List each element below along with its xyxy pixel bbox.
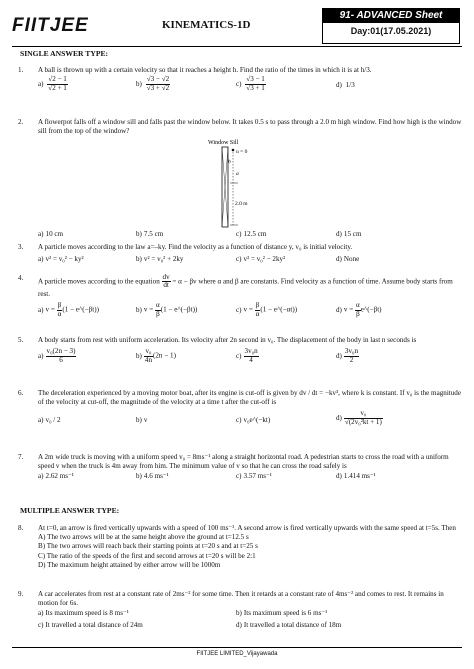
svg-text:u = 0: u = 0 bbox=[236, 149, 248, 155]
option-d[interactable]: d) $\frac{\text{v₀}}{\text{√(2v₀²kt + 1)}}$ bbox=[336, 409, 382, 426]
question-number: 1. bbox=[18, 66, 24, 74]
options-list bbox=[18, 533, 462, 570]
question-1 bbox=[18, 66, 462, 98]
question-text: A particle moves according to the equation $\frac{dv}{dt}$ = α − βv where α and β are constants. Find velocity as a function of time. Assume body starts from rest. bbox=[38, 273, 453, 298]
question-number: 5. bbox=[18, 336, 24, 344]
question-text: A particle moves according to the law a=–ky. Find the velocity as a function of distance y, v₀ is initial velocity. bbox=[38, 243, 353, 251]
option-b[interactable]: b) 4.6 ms⁻¹ bbox=[136, 472, 169, 481]
multiple-answer-heading: MULTIPLE ANSWER TYPE: bbox=[20, 506, 120, 515]
svg-text:h: h bbox=[228, 159, 231, 165]
option-a[interactable]: a) v = $\frac{\beta}{\alpha}$ (1 − e^(−βt)) bbox=[38, 301, 99, 318]
option-c[interactable]: c) v = $\frac{\beta}{\alpha}$ (1 − e^(−αt)) bbox=[236, 301, 298, 318]
question-3 bbox=[18, 243, 462, 267]
window-sill-figure bbox=[202, 137, 262, 229]
option-c[interactable]: c) v₀e^(−kt) bbox=[236, 416, 271, 425]
page-footer: FIITJEE LIMITED_Vijayawada bbox=[196, 651, 278, 657]
option-a[interactable]: a) Its maximum speed is 8 ms⁻¹ bbox=[38, 609, 129, 618]
option-a[interactable]: a) 2.62 ms⁻¹ bbox=[38, 472, 74, 481]
options-row bbox=[38, 621, 462, 633]
question-9 bbox=[18, 590, 462, 633]
option-d[interactable]: d) 1.414 ms⁻¹ bbox=[336, 472, 376, 481]
page-header bbox=[10, 8, 464, 44]
flowerpot bbox=[232, 149, 235, 152]
question-number: 4. bbox=[18, 274, 24, 282]
options-row bbox=[38, 348, 462, 370]
question-text: At t=0, an arrow is fired vertically upwards with a speed of 100 ms⁻¹. A second arrow is fired vertically upwards with the same speed at t=5s. Then bbox=[38, 524, 456, 532]
figure-label: Window Sill bbox=[208, 140, 239, 146]
option-b[interactable]: b) 7.5 cm bbox=[136, 230, 164, 238]
option-d[interactable]: d) None bbox=[336, 255, 360, 264]
single-answer-heading: SINGLE ANSWER TYPE: bbox=[20, 49, 109, 58]
option-c[interactable]: c) $\frac{√3 - 1}{√3 + 1}$ bbox=[236, 75, 265, 92]
question-text: A car accelerates from rest at a constant rate of 2ms⁻² for some time. Then it retards at a constant rate of 4ms⁻² and comes to rest. It remains in motion for 6s. bbox=[38, 590, 444, 608]
option-d[interactable]: d) 1/3 bbox=[336, 81, 355, 90]
question-number: 9. bbox=[18, 590, 24, 598]
options-row bbox=[38, 609, 462, 621]
option-b[interactable]: b) Its maximum speed is 6 ms⁻¹ bbox=[236, 609, 328, 618]
options-row bbox=[38, 302, 462, 324]
question-7 bbox=[18, 453, 462, 484]
option-a[interactable]: a) $\frac{√2 - 1}{√2 + 1}$ bbox=[38, 75, 67, 92]
question-8 bbox=[18, 524, 462, 570]
question-2 bbox=[18, 118, 462, 238]
option-b[interactable]: B) The two arrows will reach back their starting points at t=20 s and at t=25 s bbox=[38, 542, 258, 551]
question-text: A flowerpot falls off a window sill and falls past the window below. It takes 0.5 s to pass through a 2.0 m high window. Find how high is the window sill from the top of the window? bbox=[38, 118, 462, 136]
footer-rule bbox=[12, 647, 462, 648]
option-d[interactable]: d) $\frac{\text{3v₀n}}{2}$ bbox=[336, 347, 359, 364]
option-b[interactable]: b) v bbox=[136, 416, 148, 425]
option-d[interactable]: d) 15 cm bbox=[336, 230, 362, 238]
option-a[interactable]: a) 10 cm bbox=[38, 230, 64, 238]
option-d[interactable]: d) v = $\frac{\alpha}{\beta}$ e^(−βt) bbox=[336, 301, 382, 318]
option-c[interactable]: C) The ratio of the speeds of the first and second arrows at t=20 s will be 2:1 bbox=[38, 551, 256, 560]
option-b[interactable]: b) v = $\frac{\alpha}{\beta}$ (1 − e^(−βt)) bbox=[136, 301, 198, 318]
option-a[interactable]: a) v² = v₀² − ky² bbox=[38, 255, 84, 264]
option-c[interactable]: c) $\frac{\text{3v₀n}}{4}$ bbox=[236, 347, 258, 364]
sheet-day: Day:01(17.05.2021) bbox=[350, 26, 432, 36]
svg-text:a: a bbox=[236, 171, 239, 177]
option-b[interactable]: b) $\frac{\text{v₀}}{4n}$ (2n − 1) bbox=[136, 347, 176, 364]
question-number: 8. bbox=[18, 524, 24, 532]
option-c[interactable]: c) 3.57 ms⁻¹ bbox=[236, 472, 272, 481]
page-title: KINEMATICS-1D bbox=[162, 19, 251, 31]
question-4 bbox=[18, 274, 462, 324]
question-text: The deceleration experienced by a moving motor boat, after its engine is cut-off is given by dv / dt = −kv³, where k is constant. If v₀ is the magnitude of the velocity at cut-off, the magnitude of the velocity at a time t after the cut-off is bbox=[38, 389, 462, 407]
fiitjee-logo: FIITJEE bbox=[12, 15, 89, 36]
options-row bbox=[38, 230, 458, 242]
question-number: 2. bbox=[18, 118, 24, 126]
question-text: A 2m wide truck is moving with a uniform speed v₀ = 8ms⁻¹ along a straight horizontal road. A pedestrian starts to cross the road with a uniform speed v when the truck is 4m away from him. The minimum value of v so that he can cross the road safely is bbox=[38, 453, 449, 471]
options-row bbox=[38, 410, 462, 434]
question-text: A body starts from rest with uniform acceleration. Its velocity after 2n second in v₀. The displacement of the body in last n seconds is bbox=[38, 336, 417, 344]
sheet-info-box bbox=[322, 8, 460, 44]
options-row bbox=[38, 76, 462, 98]
option-a[interactable]: A) The two arrows will be at the same height above the ground at t=12.5 s bbox=[38, 533, 249, 542]
question-number: 7. bbox=[18, 453, 24, 461]
header-rule bbox=[12, 46, 462, 47]
question-number: 3. bbox=[18, 243, 24, 251]
svg-text:2.0 m: 2.0 m bbox=[235, 201, 248, 207]
question-6 bbox=[18, 389, 462, 434]
options-row bbox=[38, 255, 462, 267]
option-c[interactable]: c) 12.5 cm bbox=[236, 230, 267, 238]
option-a[interactable]: a) $\frac{\text{v₀(2n − 3)}}{6}$ bbox=[38, 347, 76, 364]
option-d[interactable]: d) It travelled a total distance of 18m bbox=[236, 621, 342, 630]
question-number: 6. bbox=[18, 389, 24, 397]
option-c[interactable]: c) v² = v₀² − 2ky² bbox=[236, 255, 286, 264]
option-c[interactable]: c) It travelled a total distance of 24m bbox=[38, 621, 143, 630]
option-b[interactable]: b) $\frac{√3 - √2}{√3 + √2}$ bbox=[136, 75, 170, 92]
option-a[interactable]: a) v₀ / 2 bbox=[38, 416, 61, 425]
options-row bbox=[38, 472, 462, 484]
question-text: A ball is thrown up with a certain velocity so that it reaches a height h. Find the ratio of the times in which it is at h/3. bbox=[38, 66, 372, 74]
sheet-title: 91- ADVANCED Sheet bbox=[323, 9, 459, 23]
option-b[interactable]: b) v² = v₀² + 2ky bbox=[136, 255, 184, 264]
question-5 bbox=[18, 336, 462, 370]
option-d[interactable]: D) The maximum height attained by either arrow will be 1000m bbox=[38, 560, 221, 569]
